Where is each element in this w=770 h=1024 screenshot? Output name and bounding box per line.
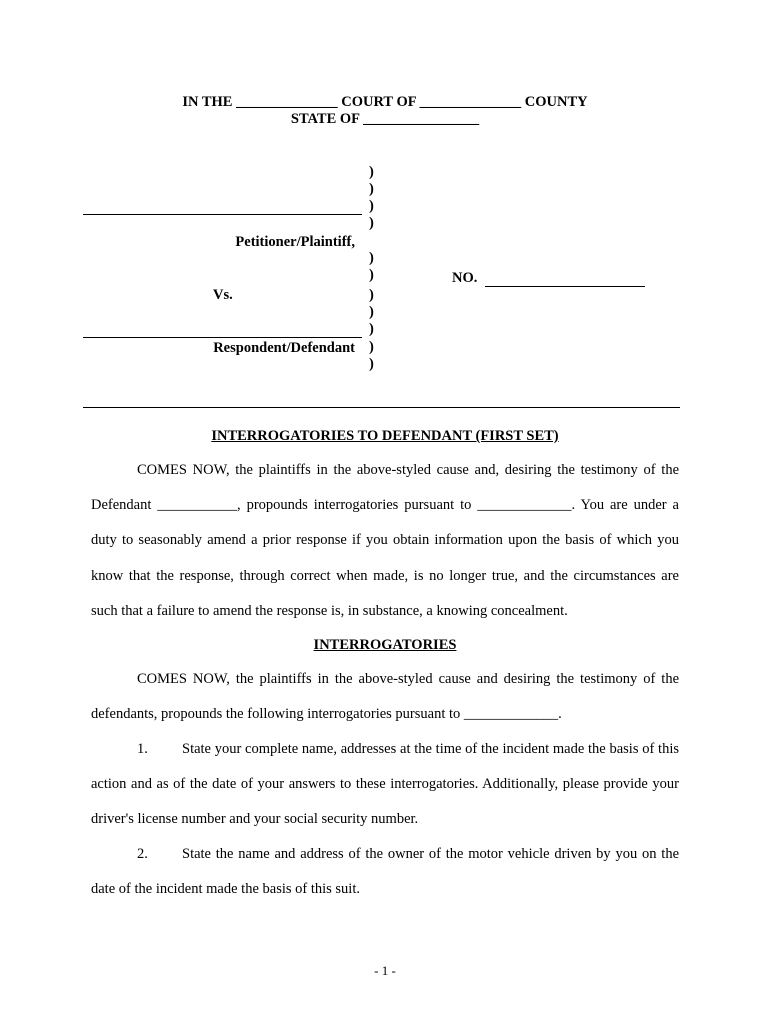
- section-heading: INTERROGATORIES: [313, 637, 457, 653]
- intro-text: COMES NOW, the plaintiffs in the above-styled cause and, desiring the testimony of the Defendant ___________, propounds interrogatories pursuant to _____________. You are under a duty to seasonably amend a prior response if you obtain information upon the basis of which you know that the response, through correct when made, is no longer true, and the circumstances are such that a failure to amend the response is, in substance, a knowing concealment.: [91, 462, 679, 619]
- intro-paragraph: [91, 453, 679, 629]
- caption-paren: ): [369, 356, 374, 372]
- interrogatory-item: [91, 732, 679, 838]
- second-paragraph: [91, 662, 679, 732]
- caption-paren: ): [369, 164, 374, 180]
- item-number: 2.: [137, 846, 148, 862]
- respondent-label: Respondent/Defendant: [213, 340, 355, 356]
- case-number-label: NO.: [452, 270, 478, 286]
- court-caption-line: IN THE ______________ COURT OF ______________ COUNTY: [182, 94, 588, 110]
- caption-paren: ): [369, 198, 374, 214]
- caption-paren: ): [369, 215, 374, 231]
- interrogatory-item: [91, 837, 679, 907]
- caption-paren: ): [369, 287, 374, 303]
- page-number: - 1 -: [374, 963, 396, 978]
- document-title: INTERROGATORIES TO DEFENDANT (FIRST SET): [211, 428, 559, 444]
- item-text: State the name and address of the owner of the motor vehicle driven by you on the date of the incident made the basis of this suit.: [91, 846, 679, 898]
- caption-paren: ): [369, 250, 374, 266]
- caption-paren: ): [369, 181, 374, 197]
- caption-paren: ): [369, 339, 374, 355]
- caption-paren: ): [369, 267, 374, 283]
- item-number: 1.: [137, 741, 148, 757]
- caption-paren: ): [369, 304, 374, 320]
- respondent-name-line: [83, 337, 362, 338]
- caption-paren: ): [369, 321, 374, 337]
- petitioner-name-line: [83, 214, 362, 215]
- second-text: COMES NOW, the plaintiffs in the above-styled cause and desiring the testimony of the defendants, propounds the following interrogatories pursuant to _____________.: [91, 671, 679, 723]
- petitioner-label: Petitioner/Plaintiff,: [235, 234, 355, 250]
- state-caption-line: STATE OF ________________: [290, 111, 480, 127]
- case-number-line: [485, 286, 645, 287]
- item-text: State your complete name, addresses at the time of the incident made the basis of this action and as of the date of your answers to these interrogatories. Additionally, please provide your driver's license number and your social security number.: [91, 741, 679, 828]
- caption-separator: [83, 407, 680, 408]
- vs-label: Vs.: [213, 287, 233, 303]
